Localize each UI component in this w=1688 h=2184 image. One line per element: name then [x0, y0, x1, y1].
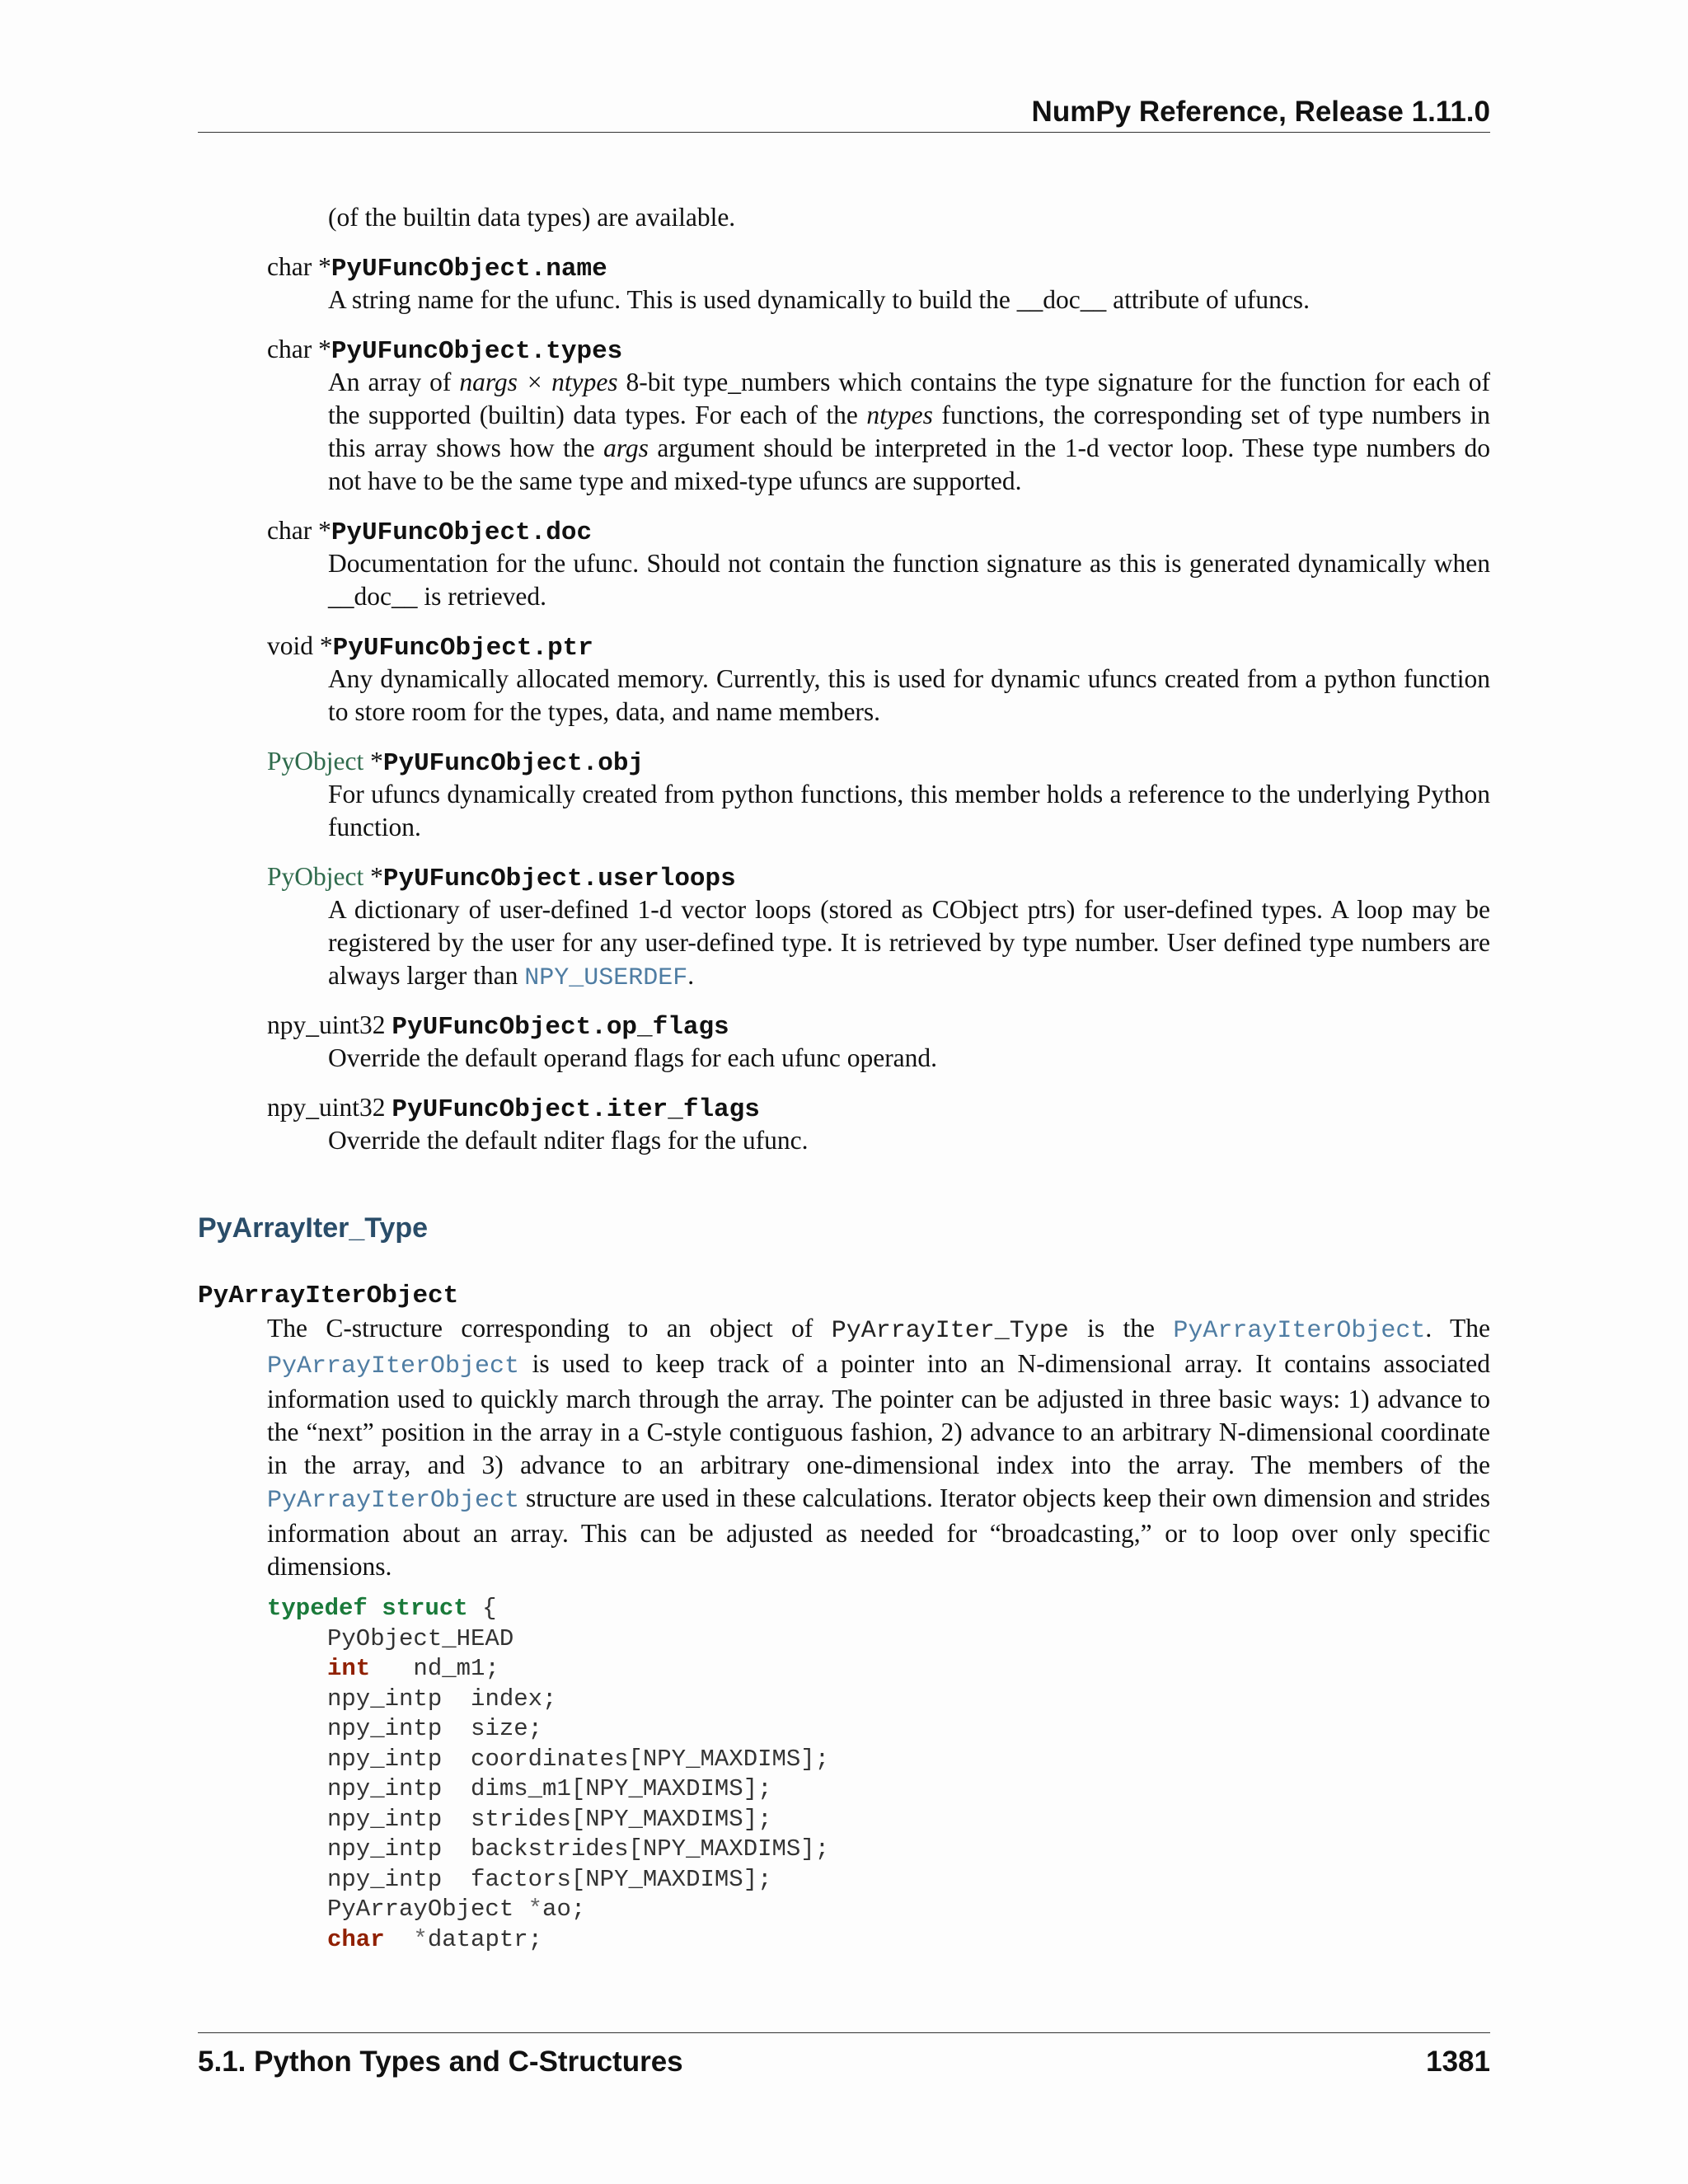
pyobject-link[interactable]: PyObject — [267, 862, 364, 891]
code-block — [267, 1594, 1490, 1955]
code-line: npy_intp strides[NPY_MAXDIMS]; — [327, 1805, 772, 1833]
page-number: 1381 — [1426, 2046, 1490, 2078]
code-line: PyObject_HEAD — [327, 1624, 514, 1652]
section-heading: PyArrayIter_Type — [198, 1212, 429, 1244]
member-name: PyUFuncObject.op_flags — [392, 1013, 729, 1042]
member-description: Any dynamically allocated memory. Currently, this is used for dynamic ufuncs created from a python function to store room for the types, data, and name members. — [328, 664, 1490, 726]
member-description: For ufuncs dynamically created from python functions, this member holds a reference to the underlying Python function. — [328, 780, 1490, 841]
member-signature: char *PyUFuncObject.doc — [267, 516, 593, 547]
code-line: npy_intp size; — [327, 1715, 543, 1742]
running-header — [198, 92, 1490, 133]
member-name: PyUFuncObject.types — [331, 337, 623, 366]
member-signature: npy_uint32 PyUFuncObject.iter_flags — [267, 1093, 760, 1124]
member-description: Documentation for the ufunc. Should not contain the function signature as this is generated dynamically when __doc__ is retrieved. — [328, 549, 1490, 611]
header-title: NumPy Reference, Release 1.11.0 — [1031, 96, 1490, 128]
code-line: npy_intp dims_m1[NPY_MAXDIMS]; — [327, 1775, 772, 1802]
member-description: Override the default nditer flags for the ufunc. — [328, 1126, 809, 1155]
inline-code: PyArrayIter_Type — [831, 1317, 1069, 1345]
member-description: An array of nargs × ntypes 8-bit type_numbers which contains the type signature for the function for each of the supported (builtin) data types. For each of the ntypes functions, the corresponding set of type numbers in this array shows how the args argument should be interpreted in the 1-d vector loop. These type numbers do not have to be the same type and mixed-type ufuncs are supported. — [328, 368, 1491, 495]
member-description: Override the default operand flags for each ufunc operand. — [328, 1043, 938, 1072]
pyarrayiterobject-link[interactable]: PyArrayIterObject — [267, 1352, 520, 1380]
npy-userdef-link[interactable]: NPY_USERDEF — [524, 964, 688, 992]
code-line: npy_intp coordinates[NPY_MAXDIMS]; — [327, 1745, 830, 1773]
member-signature: char *PyUFuncObject.types — [267, 335, 623, 366]
member-signature: npy_uint32 PyUFuncObject.op_flags — [267, 1010, 729, 1042]
object-name: PyArrayIterObject — [198, 1282, 459, 1310]
code-line: int nd_m1; — [327, 1655, 499, 1682]
member-description: A dictionary of user-defined 1-d vector loops (stored as CObject ptrs) for user-defined types. A loop may be registered by the user for any user-defined type. It is retrieved by type number. User defined type numbers are always larger than NPY_USERDEF. — [328, 895, 1490, 992]
member-signature: PyObject *PyUFuncObject.userloops — [267, 862, 736, 893]
code-line: npy_intp factors[NPY_MAXDIMS]; — [327, 1865, 772, 1893]
code-line: char *dataptr; — [327, 1925, 543, 1953]
member-signature: PyObject *PyUFuncObject.obj — [267, 747, 645, 778]
object-description: The C-structure corresponding to an object of PyArrayIter_Type is the PyArrayIterObject. The PyArrayIterObject is used to keep track of a pointer into an N-dimensional array. It contains associated information used to quickly march through the array. The pointer can be adjusted in three basic ways: 1) advance to the “next” position in the array in a C-style contiguous fashion, 2) advance to an arbitrary N-dimensional coordinate in the array, and 3) advance to an arbitrary one-dimensional index into the array. The members of the PyArrayIterObject structure are used in these calculations. Iterator objects keep their own dimension and strides information about an array. This can be adjusted as needed for “broadcasting,” or to loop over only specific dimensions. — [267, 1314, 1490, 1581]
code-line: npy_intp backstrides[NPY_MAXDIMS]; — [327, 1835, 830, 1863]
code-line: npy_intp index; — [327, 1685, 557, 1713]
pyarrayiterobject-link[interactable]: PyArrayIterObject — [1173, 1317, 1426, 1345]
member-signature: void *PyUFuncObject.ptr — [267, 631, 593, 663]
continuation-text: (of the builtin data types) are available. — [328, 203, 736, 232]
code-line: PyArrayObject *ao; — [327, 1896, 586, 1923]
footer-section-title: 5.1. Python Types and C-Structures — [198, 2046, 683, 2078]
member-name: PyUFuncObject.userloops — [382, 865, 736, 893]
code-line: typedef struct { — [267, 1595, 497, 1622]
member-description: A string name for the ufunc. This is used dynamically to build the __doc__ attribute of ufuncs. — [328, 285, 1310, 314]
member-name: PyUFuncObject.ptr — [332, 634, 593, 663]
pyobject-link[interactable]: PyObject — [267, 747, 364, 776]
member-name: PyUFuncObject.name — [331, 255, 607, 284]
member-name: PyUFuncObject.obj — [382, 749, 645, 778]
member-name: PyUFuncObject.iter_flags — [392, 1095, 760, 1124]
member-name: PyUFuncObject.doc — [331, 518, 593, 547]
member-signature: char *PyUFuncObject.name — [267, 252, 607, 284]
pyarrayiterobject-link[interactable]: PyArrayIterObject — [267, 1487, 520, 1515]
running-footer — [198, 2032, 1490, 2081]
